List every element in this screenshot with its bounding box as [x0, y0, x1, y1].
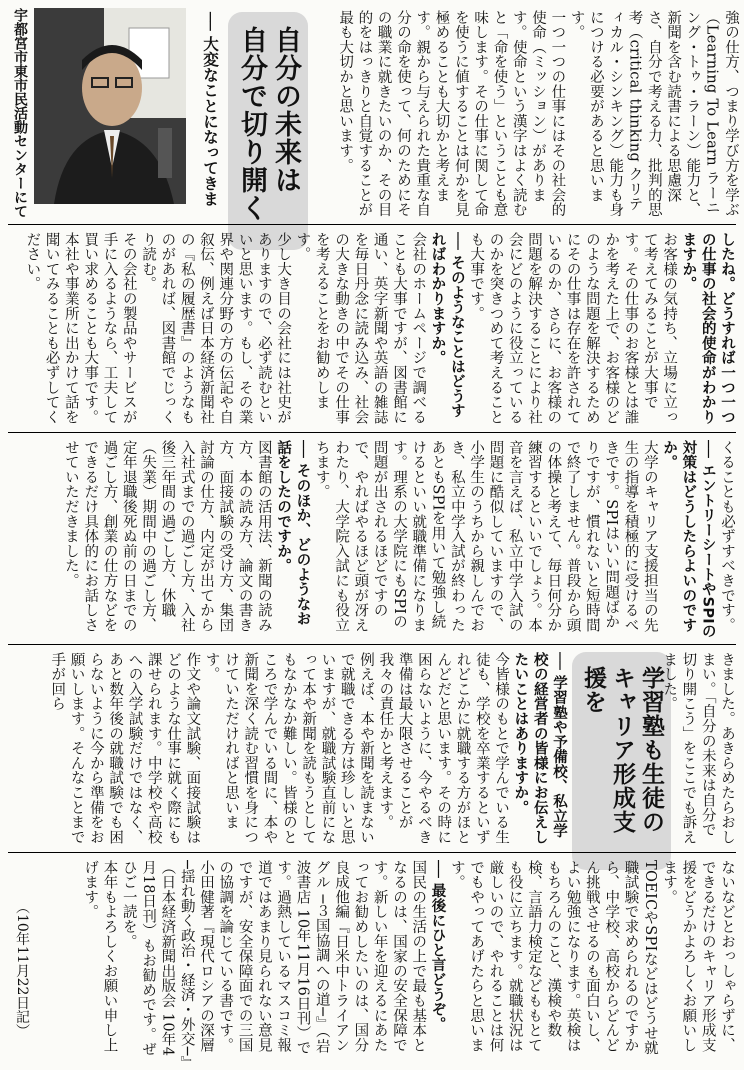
- paragraph: 大学のキャリア支援担当の先生の指導を積極的に受けるべきです。SPIはいい問題ばかりですが、慣れないと短時間で終了しません。普段から頭の体操と考えて、毎日何分か練習するといいでしょう。本音を言えば、私立中学入試の問題に酷似していますので、小学生のうちから親しんでおき、私立中学入試が終わったあともSPIを用いて勉強し続けるといい就職準備になります。理系の大学院にもSPIの問題が出されるほどですので、やればやるほど頭が冴えわたり、大学院入試にも役立ちます。: [313, 440, 658, 633]
- column-3: [8, 440, 736, 640]
- divider-1: [8, 224, 736, 225]
- paragraph: 少し大き目の会社には社史がありますので、必ず読むといいと思います。もし、その業界や関連分野の方の伝記や自叙伝、例えば日本経済新聞社の『私の履歴書』のようなものがあれば、図書館でじっくり読む。: [140, 232, 292, 425]
- speaker-photo: [34, 8, 186, 204]
- title-line-1: 自分の未来は: [270, 26, 301, 194]
- title-line-2: 自分で切り開く: [236, 26, 267, 222]
- paragraph: 強の仕方、つまり学び方を学ぶ（Learning To Learn ラーニング・トゥ・ラーン）能力と、新聞を含む読書による思慮深さ、自分で考える力、批判的思考（critical thinking クリティカル・シンキング）能力も身につける必要があると思います。: [568, 10, 739, 218]
- section-title-future: [228, 12, 308, 250]
- paragraph: 会社のホームページで調べることも大事ですが、図書館に通い、英字新聞や英語の雑誌を毎日丹念に読み込み、社会の大きな動きの中でその仕事を考えることをお勧めします。: [294, 232, 427, 425]
- column-2: [8, 232, 736, 428]
- paragraph: 一つ一つの仕事にはその社会的使命（ミッション）があります。使命という漢字はよく読むと「命を使う」ということも意味します。その仕事に関して命を使うに値することは何かを見極めることも大切かと考えます。親から与えられた貴重な自分の命を使って、何のためにその職業に就きたいのか、その目的をはっきりと自覚することが最も大切かと思います。: [337, 10, 566, 218]
- paragraph: 本年もよろしくお願い申し上げます。: [82, 860, 118, 1053]
- paragraph: ないなどとおっしゃらずに、できるだけのキャリア形成支援をどうかよろしくお願いします。: [661, 860, 735, 1053]
- paragraph: お客様の気持ち、立場に立って考えてみることが大事です。その仕事のお客様とは誰かを考えた上で、お客様のどのような問題を解決するためにその仕事は存在を許されているのか、さらに、お客様の問題を解決することにより社会にどのように役立っているのかを突きつめて考えることも大事です。: [468, 232, 678, 425]
- paragraph: くることも必ずすべきです。: [719, 440, 735, 633]
- paragraph: 国民の生活の上で最も基本となるのは、国家の安全保障です。新しい年を迎えるにあたってお勧めしたいのは、国分良成他編『日米中トライアングル ─３国協調への道─』（岩波書店 10年11月16日刊）です。過熱しているマスコミ報道ではあまり見られない意見ですが、安全保障面での三国の協調を論じている書です。小田健著『現代ロシアの深層 ─揺れ動く政治・経済・外交─』（日本経済新聞出版会 10年4月18日刊）もお勧めです。ぜひご一読を。: [120, 860, 427, 1064]
- speaker-photo-drawing: [34, 8, 186, 204]
- paragraph: 作文や論文試験、面接試験はどのような仕事に就く際にも課せられます。中学校や高校への入学試験だけではなく、あと数年後の就職試験でも困らないように今から準備をお願いします。そんなことまで手が回ら: [49, 652, 201, 845]
- question-heading: したね。どうすれば一つ一つの仕事の社会的使命がわかりますか。: [680, 232, 735, 425]
- paragraph: きました。あきらめたらおしまい。「自分の未来は自分で切り開こう」をここでも訴えました。: [661, 652, 735, 845]
- divider-3: [8, 644, 736, 645]
- question-heading: ── エントリーシートやSPIの対策はどうしたらよいのですか。: [661, 440, 716, 639]
- question-heading: ── 最後にひと言どうぞ。: [429, 860, 446, 1032]
- paragraph: TOEICやSPIなどはどうせ就職試験で求められるのですから、中学校、高校からどんどん挑戦させるのも面白いし、よい勉強になります。英検はもちろんのこと、漢検や数検、言語力検定などももとても役に立ちます。就職状況は厳しいので、やれることは何でもやってあげたらと思います。: [448, 860, 658, 1056]
- title-line-2: キャリア形成支援を: [580, 666, 635, 834]
- photo-caption: 宇都宮市東市民活動センターにて: [12, 8, 28, 218]
- paragraph: 図書館の活用法、新聞の読み方、本の読み方、論文の書き方、面接試験の受け方、集団討論の仕方、内定が出てから入社式までの過ごし方、入社後三年間の過ごし方、休職（失業）期間中の過ごし方、定年退職後死ぬ前の日までの過ごし方、創業の仕方などをできるだけ具体的にお話しさせていただきました。: [62, 440, 272, 633]
- question-heading: ── そのようなことはどうすればわかりますか。: [429, 232, 465, 419]
- question-heading: ── そのほか、どのようなお話をしたのですか。: [275, 440, 311, 627]
- title-line-1: 学習塾も生徒の: [638, 666, 664, 834]
- paragraph: 例えば、本や新聞を読まないで就職できる方は珍しいと思いますが、就職試験直前になって本や新聞を読もうとしてもなかなか難しい。皆様のところで学んでいる間に、本や新聞を深く読む習慣を身につけていただければと思います。: [203, 652, 375, 845]
- date-note: （10年11月22日記）: [14, 900, 30, 1038]
- divider-2: [8, 432, 736, 433]
- column-4a: [644, 652, 736, 848]
- question-heading: ── 学習塾や予備校、私立学校の経営者の皆様にお伝えしたいことはありますか。: [512, 652, 567, 845]
- column-4b: [8, 652, 568, 848]
- section-subtitle: ── 大変なことになってきま: [201, 12, 219, 207]
- paragraph: 今皆様のもとで学んでいる生徒も、学校を卒業するといずれどこかに就職する方がほとんどだと思います。その時に困らないように、今やるべき準備は最大限させることが我々の責任かと考えます。: [377, 652, 510, 845]
- column-5: [40, 860, 736, 1064]
- paragraph: その会社の製品やサービスが手に入るようなら、工夫して買い求めることも大事です。本社や事業所に出かけて話を聞いてみることも必ずしてください。: [24, 232, 137, 425]
- column-1: [300, 10, 740, 222]
- divider-4: [8, 852, 736, 853]
